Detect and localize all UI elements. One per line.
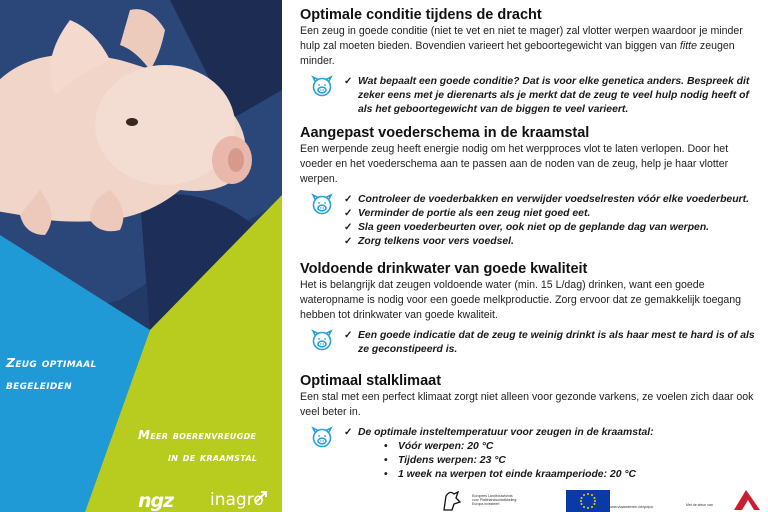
section-title: Optimaal stalklimaat xyxy=(300,373,442,389)
tagline-line: Zeug optimaal xyxy=(6,355,97,370)
body-text: zeugen minder. xyxy=(300,40,735,67)
vlaanderen-link[interactable]: www.vlaanderen.be/pdpo xyxy=(608,504,653,509)
checkmark-icon: ✓ xyxy=(344,236,353,247)
tip-block xyxy=(300,193,762,249)
partner-logo-icon xyxy=(732,488,762,512)
tagline-line: in de kraamstal xyxy=(168,450,258,464)
bullet-icon: • xyxy=(384,469,388,480)
tip-text: Zorg telkens voor vers voedsel. xyxy=(358,236,514,247)
left-panel xyxy=(0,0,282,512)
list-item xyxy=(384,468,762,482)
pig-icon xyxy=(309,329,335,351)
tip-item xyxy=(344,235,762,249)
eaflo-line: voor Plattelandsontwikkeling: xyxy=(472,498,518,502)
tip-item xyxy=(344,221,762,235)
partner-text: Met de steun van xyxy=(686,503,713,507)
section-body: Een werpende zeug heeft energie nodig om het werpproces vlot te laten verlopen. Door het voeder en het voederschema aan te passen aan de noden van de zeug, help je haar vlotter werpen. xyxy=(300,143,729,185)
checkmark-icon: ✓ xyxy=(344,222,353,233)
tip-text: Een goede indicatie dat de zeug te weinig drinkt is als haar mest te hard is of als ze geconstipeerd is. xyxy=(358,330,755,355)
tip-item xyxy=(344,207,762,221)
list-item-text: Vóór werpen: 20 °C xyxy=(398,441,494,452)
section-conditie xyxy=(300,6,762,117)
bullet-icon: • xyxy=(384,441,388,452)
section-title: Optimale conditie tijdens de dracht xyxy=(300,7,542,23)
section-drinkwater xyxy=(300,260,762,357)
ngz-logo: ngz xyxy=(138,490,174,512)
tip-text: Sla geen voederbeurten over, ook niet op de geplande dag van werpen. xyxy=(358,222,710,233)
body-text: Een zeug in goede conditie (niet te vet en niet te mager) zal vlotter werpen waardoor je minder hulp zal moeten bieden. Bovendien varieert het geboortegewicht van biggen van xyxy=(300,25,743,52)
tip-block xyxy=(300,426,762,482)
flanders-lion-icon xyxy=(440,490,464,512)
temperature-list xyxy=(344,440,762,482)
eaflo-line: Europa investeert xyxy=(472,502,500,506)
eaflo-line: Europees Landbouwfonds xyxy=(472,494,513,498)
list-item xyxy=(384,440,762,454)
tagline-zeug-optimaal xyxy=(6,352,97,396)
tip-block xyxy=(300,329,762,357)
tip-item xyxy=(344,75,762,117)
bullet-icon: • xyxy=(384,455,388,466)
checkmark-icon: ✓ xyxy=(344,330,353,341)
section-title: Voldoende drinkwater van goede kwaliteit xyxy=(300,261,588,277)
section-title: Aangepast voederschema in de kraamstal xyxy=(300,125,590,141)
pig-icon xyxy=(309,75,335,97)
tip-block xyxy=(300,75,762,117)
section-body: Een stal met een perfect klimaat zorgt niet alleen voor gezonde varkens, ze voelen zich daar ook veel beter in. xyxy=(300,391,754,418)
tip-text: Verminder de portie als een zeug niet goed eet. xyxy=(358,208,591,219)
inagro-logo: inagro xyxy=(210,490,264,510)
tip-item xyxy=(344,426,762,440)
eu-flag-icon xyxy=(566,490,610,512)
checkmark-icon: ✓ xyxy=(344,76,353,87)
pig-icon xyxy=(309,426,335,448)
list-item xyxy=(384,454,762,468)
section-body xyxy=(300,24,762,69)
tagline-line: begeleiden xyxy=(6,377,72,392)
section-body: Het is belangrijk dat zeugen voldoende water (min. 15 L/dag) drinken, want een goede wateropname is nodig voor een goede melkproductie. Zorg ervoor dat ze gemakkelijk toegang hebben tot drinkwater van goede kwaliteit. xyxy=(300,279,742,321)
footer-logos xyxy=(440,488,768,512)
checkmark-icon: ✓ xyxy=(344,194,353,205)
list-item-text: 1 week na werpen tot einde kraamperiode: 20 °C xyxy=(398,469,637,480)
pig-icon xyxy=(309,193,335,215)
section-voederschema xyxy=(300,124,762,249)
tip-text: De optimale insteltemperatuur voor zeugen in de kraamstal: xyxy=(358,427,654,438)
inagro-mark-icon xyxy=(254,490,268,504)
checkmark-icon: ✓ xyxy=(344,427,353,438)
tagline-line: Meer boerenvreugde xyxy=(138,428,257,442)
tagline-meer-boerenvreugde xyxy=(138,424,257,468)
section-stalklimaat xyxy=(300,372,762,482)
tip-text: Wat bepaalt een goede conditie? Dat is voor elke genetica anders. Bespreek dit zeker eens met je dierenarts als je merkt dat de zeug te veel hulp nodig heeft of als het geboortegewicht van de biggen te veel varieert. xyxy=(358,76,750,115)
tip-item xyxy=(344,193,762,207)
eaflo-text xyxy=(472,494,517,506)
body-emphasis: fitte xyxy=(679,40,697,52)
list-item-text: Tijdens werpen: 23 °C xyxy=(398,455,506,466)
checkmark-icon: ✓ xyxy=(344,208,353,219)
tip-item xyxy=(344,329,762,357)
tip-text: Controleer de voederbakken en verwijder voedselresten vóór elke voederbeurt. xyxy=(358,194,749,205)
